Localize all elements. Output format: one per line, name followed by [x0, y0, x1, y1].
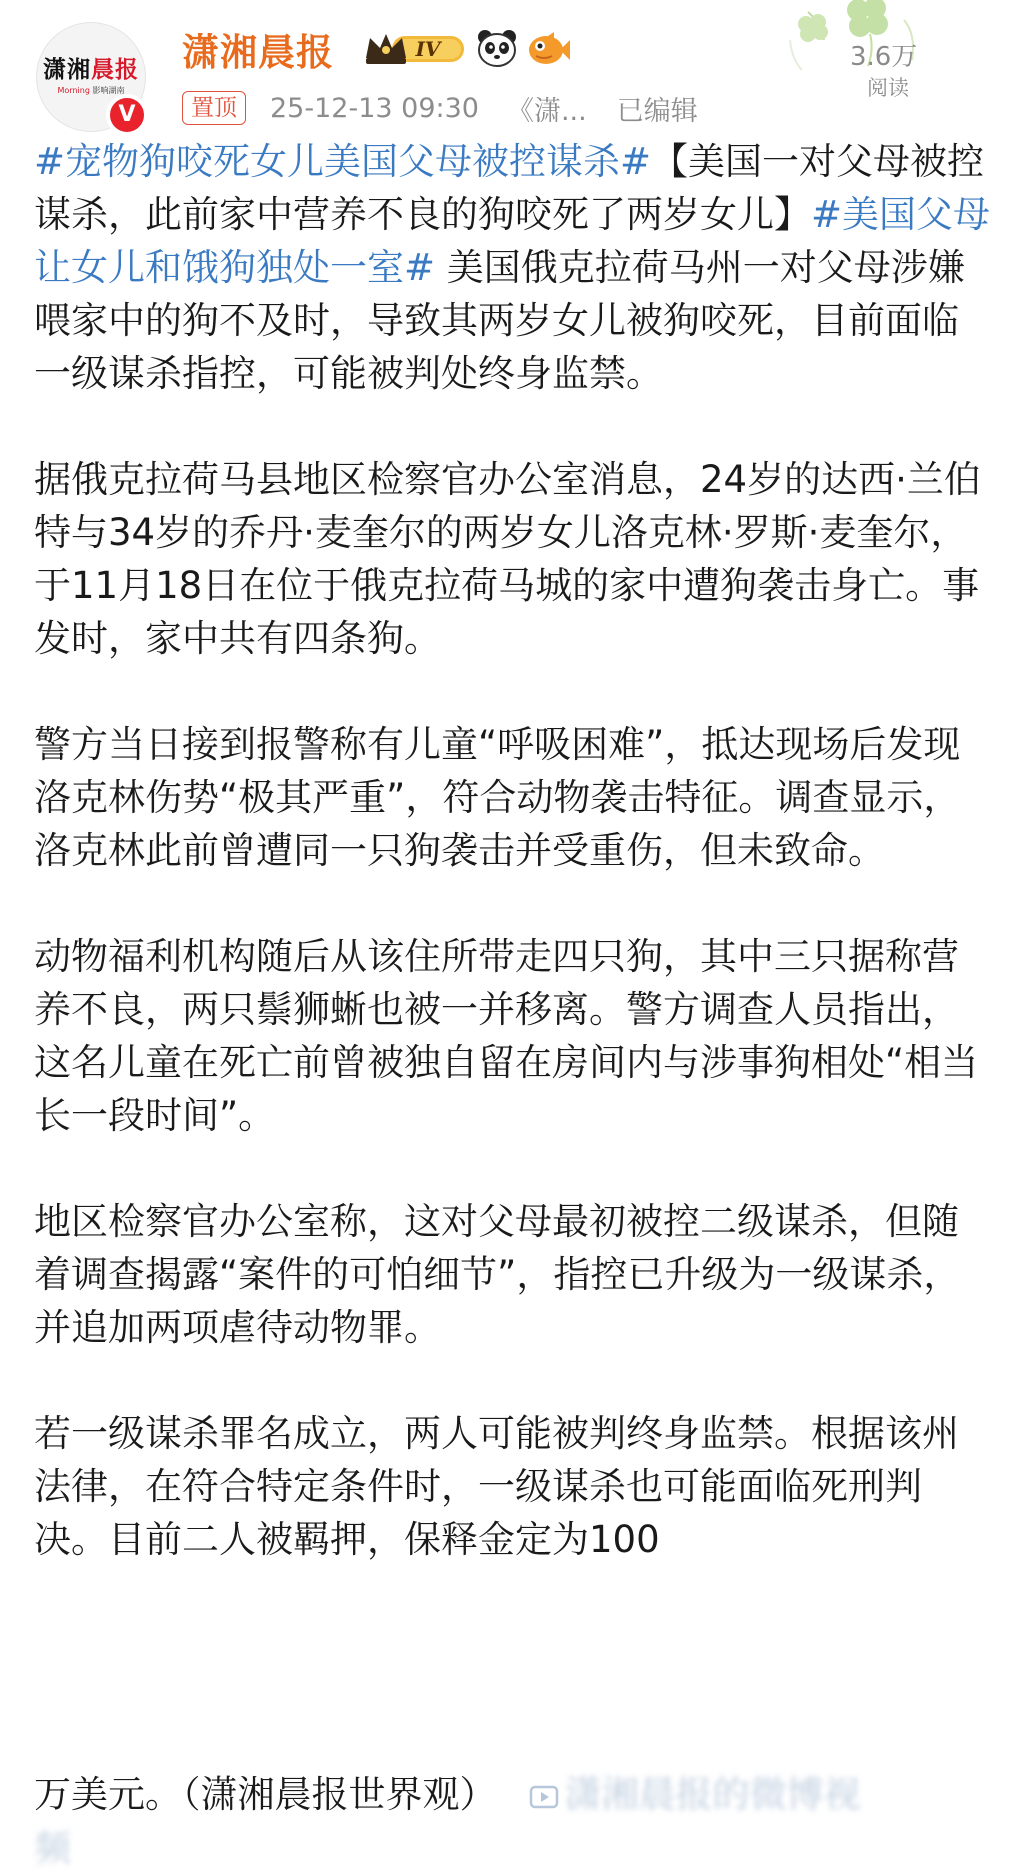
post-header [0, 0, 1020, 135]
video-link-text[interactable]: 潇湘晨报的微博视 [564, 1773, 861, 1816]
level-badge-text: IV [415, 37, 441, 61]
crown-level-badge-icon[interactable] [362, 28, 468, 68]
post-paragraph-2: 据俄克拉荷马县地区检察官办公室消息，24岁的达西·兰伯特与34岁的乔丹·麦奎尔的两岁女儿洛克林·罗斯·麦奎尔，于11月18日在位于俄克拉荷马城的家中遭狗袭击身亡。事发时，家中共有四条狗。 [34, 458, 981, 660]
read-count: 3.6万 [850, 42, 918, 72]
post-paragraph-1 [34, 135, 994, 400]
pinned-badge: 置顶 [182, 91, 246, 125]
video-link-text-tail[interactable]: 频 [34, 1827, 71, 1870]
avatar-logo-subtext: Morning 影响湖南 [57, 86, 125, 95]
post-timestamp: 25-12-13 09:30 [270, 92, 479, 124]
read-label: 阅读 [867, 76, 909, 100]
post-paragraph-5: 地区检察官办公室称，这对父母最初被控二级谋杀，但随着调查揭露“案件的可怕细节”，指控已升级为一级谋杀，并追加两项虐待动物罪。 [34, 1200, 961, 1349]
hashtag-link[interactable]: #宠物狗咬死女儿美国父母被控谋杀# [34, 140, 652, 183]
hashtag-link[interactable]: #美国父母让女儿和饿狗独处一室# [34, 193, 991, 289]
fish-icon [526, 30, 570, 68]
paragraph-tail-text: 万美元。（潇湘晨报世界观） [34, 1773, 497, 1816]
video-link-icon[interactable] [529, 1782, 559, 1812]
post-meta-row [182, 88, 698, 128]
post-last-line [34, 1768, 1014, 1828]
panda-icon [476, 28, 518, 68]
verified-icon: V [106, 94, 148, 136]
post-source[interactable]: 《潇... [506, 95, 587, 127]
paragraph-text: 美国俄克拉荷马州一对父母涉嫌喂家中的狗不及时，导致其两岁女儿被狗咬死，目前面临一级谋杀指控，可能被判处终身监禁。 [34, 246, 965, 395]
post-paragraph-4: 动物福利机构随后从该住所带走四只狗，其中三只据称营养不良，两只鬃狮蜥也被一并移离。警方调查人员指出，这名儿童在死亡前曾被独自留在房间内与涉事狗相处“相当长一段时间”。 [34, 935, 979, 1137]
avatar-logo-text: 潇湘晨报 [43, 56, 139, 83]
headline-text: 【美国一对父母被控谋杀，此前家中营养不良的狗咬死了两岁女儿】 [34, 140, 985, 236]
account-name[interactable]: 潇湘晨报 [182, 31, 334, 74]
post-paragraph-6: 若一级谋杀罪名成立，两人可能被判终身监禁。根据该州法律，在符合特定条件时，一级谋杀也可能面临死刑判决。目前二人被羁押，保释金定为100 [34, 1412, 959, 1561]
post-body [34, 135, 994, 1566]
edited-label[interactable]: 已编辑 [616, 95, 698, 127]
post-paragraph-3: 警方当日接到报警称有儿童“呼吸困难”，抵达现场后发现洛克林伤势“极其严重”，符合动物袭击特征。调查显示，洛克林此前曾遭同一只狗袭击并受重伤，但未致命。 [34, 723, 961, 872]
